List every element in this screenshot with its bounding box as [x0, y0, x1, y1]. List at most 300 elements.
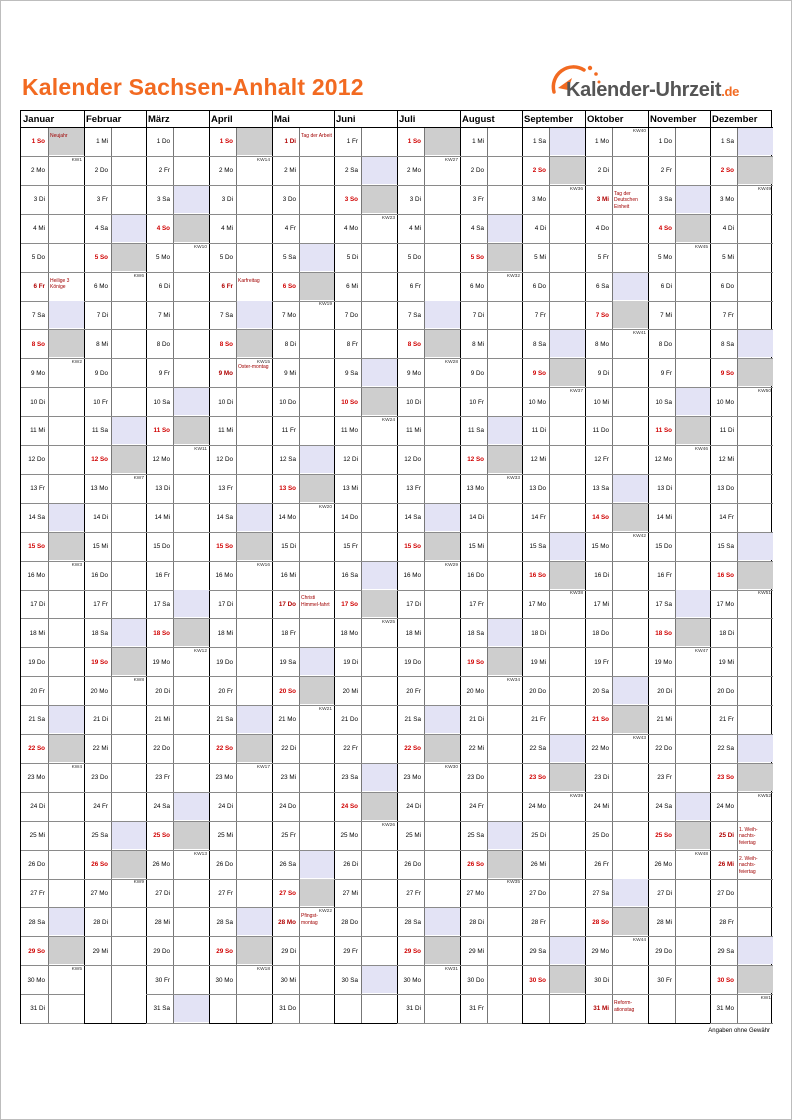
day-cell[interactable] — [84, 908, 146, 937]
day-cell[interactable] — [21, 533, 84, 562]
day-cell[interactable] — [397, 648, 460, 677]
day-cell[interactable] — [146, 879, 209, 908]
day-cell[interactable] — [334, 157, 397, 186]
day-cell[interactable] — [21, 388, 84, 417]
day-cell[interactable] — [460, 157, 522, 186]
day-cell[interactable] — [460, 301, 522, 330]
day-cell[interactable] — [272, 735, 334, 764]
day-cell[interactable] — [209, 764, 272, 793]
day-cell[interactable] — [460, 851, 522, 880]
day-cell[interactable] — [710, 735, 773, 764]
day-cell[interactable] — [397, 388, 460, 417]
day-cell[interactable] — [460, 966, 522, 995]
day-cell[interactable] — [209, 301, 272, 330]
day-cell[interactable] — [334, 128, 397, 157]
day-cell[interactable] — [648, 417, 710, 446]
day-cell[interactable] — [522, 215, 585, 244]
day-cell[interactable] — [334, 417, 397, 446]
day-cell[interactable] — [460, 677, 522, 706]
day-cell[interactable] — [648, 186, 710, 215]
day-cell[interactable] — [710, 475, 773, 504]
day-cell[interactable] — [334, 937, 397, 966]
day-cell[interactable] — [334, 735, 397, 764]
day-cell[interactable] — [648, 157, 710, 186]
day-cell[interactable] — [585, 215, 648, 244]
day-cell[interactable] — [585, 417, 648, 446]
day-cell[interactable] — [146, 301, 209, 330]
day-cell[interactable] — [522, 359, 585, 388]
day-cell[interactable] — [460, 706, 522, 735]
day-cell[interactable] — [460, 879, 522, 908]
day-cell[interactable] — [334, 879, 397, 908]
day-cell[interactable] — [648, 937, 710, 966]
day-cell[interactable] — [21, 590, 84, 619]
day-cell[interactable] — [710, 793, 773, 822]
day-cell[interactable] — [648, 388, 710, 417]
day-cell[interactable] — [272, 908, 334, 937]
day-cell[interactable] — [397, 764, 460, 793]
day-cell[interactable] — [585, 128, 648, 157]
day-cell[interactable] — [209, 735, 272, 764]
day-cell[interactable] — [84, 273, 146, 302]
day-cell[interactable] — [84, 648, 146, 677]
day-cell[interactable] — [585, 504, 648, 533]
day-cell[interactable] — [146, 273, 209, 302]
day-cell[interactable] — [146, 533, 209, 562]
day-cell[interactable] — [522, 504, 585, 533]
day-cell[interactable] — [272, 475, 334, 504]
day-cell[interactable] — [146, 793, 209, 822]
day-cell[interactable] — [397, 735, 460, 764]
day-cell[interactable] — [710, 186, 773, 215]
day-cell[interactable] — [146, 244, 209, 273]
day-cell[interactable] — [146, 937, 209, 966]
day-cell[interactable] — [397, 475, 460, 504]
day-cell[interactable] — [648, 590, 710, 619]
day-cell[interactable] — [21, 822, 84, 851]
day-cell[interactable] — [209, 851, 272, 880]
day-cell[interactable] — [585, 764, 648, 793]
day-cell[interactable] — [460, 822, 522, 851]
day-cell[interactable] — [146, 359, 209, 388]
day-cell[interactable] — [397, 851, 460, 880]
day-cell[interactable] — [397, 533, 460, 562]
day-cell[interactable] — [21, 186, 84, 215]
day-cell[interactable] — [84, 764, 146, 793]
day-cell[interactable] — [84, 417, 146, 446]
day-cell[interactable] — [397, 562, 460, 591]
day-cell[interactable] — [585, 330, 648, 359]
day-cell[interactable] — [460, 735, 522, 764]
day-cell[interactable] — [397, 417, 460, 446]
day-cell[interactable] — [585, 793, 648, 822]
day-cell[interactable] — [522, 677, 585, 706]
day-cell[interactable] — [397, 908, 460, 937]
day-cell[interactable] — [209, 215, 272, 244]
day-cell[interactable] — [209, 648, 272, 677]
day-cell[interactable] — [710, 706, 773, 735]
day-cell[interactable] — [146, 822, 209, 851]
day-cell[interactable] — [397, 301, 460, 330]
day-cell[interactable] — [84, 533, 146, 562]
day-cell[interactable] — [585, 706, 648, 735]
day-cell[interactable] — [209, 677, 272, 706]
day-cell[interactable] — [272, 822, 334, 851]
day-cell[interactable] — [21, 128, 84, 157]
day-cell[interactable] — [648, 301, 710, 330]
day-cell[interactable] — [397, 706, 460, 735]
day-cell[interactable] — [21, 851, 84, 880]
day-cell[interactable] — [84, 157, 146, 186]
day-cell[interactable] — [710, 157, 773, 186]
day-cell[interactable] — [84, 851, 146, 880]
day-cell[interactable] — [710, 504, 773, 533]
day-cell[interactable] — [522, 330, 585, 359]
day-cell[interactable] — [585, 966, 648, 995]
day-cell[interactable] — [84, 475, 146, 504]
day-cell[interactable] — [146, 677, 209, 706]
day-cell[interactable] — [710, 995, 773, 1024]
day-cell[interactable] — [710, 562, 773, 591]
day-cell[interactable] — [209, 590, 272, 619]
day-cell[interactable] — [522, 301, 585, 330]
day-cell[interactable] — [334, 706, 397, 735]
day-cell[interactable] — [585, 273, 648, 302]
day-cell[interactable] — [21, 301, 84, 330]
day-cell[interactable] — [710, 244, 773, 273]
day-cell[interactable] — [397, 937, 460, 966]
day-cell[interactable] — [334, 215, 397, 244]
day-cell[interactable] — [460, 330, 522, 359]
day-cell[interactable] — [272, 764, 334, 793]
day-cell[interactable] — [585, 388, 648, 417]
day-cell[interactable] — [272, 215, 334, 244]
day-cell[interactable] — [84, 619, 146, 648]
day-cell[interactable] — [460, 937, 522, 966]
day-cell[interactable] — [397, 186, 460, 215]
day-cell[interactable] — [648, 533, 710, 562]
day-cell[interactable] — [272, 359, 334, 388]
day-cell[interactable] — [585, 244, 648, 273]
day-cell[interactable] — [397, 966, 460, 995]
day-cell[interactable] — [585, 851, 648, 880]
day-cell[interactable] — [585, 590, 648, 619]
day-cell[interactable] — [460, 446, 522, 475]
day-cell[interactable] — [21, 359, 84, 388]
day-cell[interactable] — [334, 504, 397, 533]
day-cell[interactable] — [146, 186, 209, 215]
day-cell[interactable] — [334, 908, 397, 937]
day-cell[interactable] — [397, 330, 460, 359]
day-cell[interactable] — [522, 879, 585, 908]
day-cell[interactable] — [710, 301, 773, 330]
day-cell[interactable] — [272, 157, 334, 186]
day-cell[interactable] — [209, 475, 272, 504]
day-cell[interactable] — [522, 851, 585, 880]
day-cell[interactable] — [209, 908, 272, 937]
day-cell[interactable] — [21, 793, 84, 822]
day-cell[interactable] — [648, 822, 710, 851]
day-cell[interactable] — [522, 475, 585, 504]
day-cell[interactable] — [84, 330, 146, 359]
day-cell[interactable] — [146, 648, 209, 677]
day-cell[interactable] — [272, 244, 334, 273]
day-cell[interactable] — [522, 244, 585, 273]
day-cell[interactable] — [710, 215, 773, 244]
day-cell[interactable] — [21, 677, 84, 706]
day-cell[interactable] — [460, 475, 522, 504]
day-cell[interactable] — [84, 706, 146, 735]
day-cell[interactable] — [397, 619, 460, 648]
day-cell[interactable] — [397, 822, 460, 851]
day-cell[interactable] — [397, 446, 460, 475]
day-cell[interactable] — [21, 966, 84, 995]
day-cell[interactable] — [648, 244, 710, 273]
day-cell[interactable] — [209, 157, 272, 186]
day-cell[interactable] — [710, 273, 773, 302]
day-cell[interactable] — [334, 966, 397, 995]
day-cell[interactable] — [334, 590, 397, 619]
day-cell[interactable] — [21, 619, 84, 648]
day-cell[interactable] — [146, 764, 209, 793]
day-cell[interactable] — [460, 533, 522, 562]
day-cell[interactable] — [209, 330, 272, 359]
day-cell[interactable] — [397, 995, 460, 1024]
day-cell[interactable] — [522, 590, 585, 619]
day-cell[interactable] — [272, 388, 334, 417]
day-cell[interactable] — [710, 619, 773, 648]
day-cell[interactable] — [648, 764, 710, 793]
day-cell[interactable] — [585, 475, 648, 504]
day-cell[interactable] — [146, 619, 209, 648]
day-cell[interactable] — [21, 995, 84, 1024]
day-cell[interactable] — [710, 851, 773, 880]
day-cell[interactable] — [648, 677, 710, 706]
day-cell[interactable] — [272, 301, 334, 330]
day-cell[interactable] — [272, 879, 334, 908]
day-cell[interactable] — [460, 590, 522, 619]
day-cell[interactable] — [648, 879, 710, 908]
day-cell[interactable] — [334, 648, 397, 677]
day-cell[interactable] — [209, 879, 272, 908]
day-cell[interactable] — [460, 995, 522, 1024]
day-cell[interactable] — [334, 446, 397, 475]
day-cell[interactable] — [272, 995, 334, 1024]
day-cell[interactable] — [84, 186, 146, 215]
day-cell[interactable] — [397, 215, 460, 244]
day-cell[interactable] — [460, 764, 522, 793]
day-cell[interactable] — [84, 590, 146, 619]
day-cell[interactable] — [209, 533, 272, 562]
day-cell[interactable] — [272, 273, 334, 302]
day-cell[interactable] — [334, 822, 397, 851]
day-cell[interactable] — [334, 677, 397, 706]
day-cell[interactable] — [21, 417, 84, 446]
day-cell[interactable] — [21, 648, 84, 677]
day-cell[interactable] — [710, 388, 773, 417]
day-cell[interactable] — [272, 648, 334, 677]
day-cell[interactable] — [84, 677, 146, 706]
day-cell[interactable] — [585, 822, 648, 851]
day-cell[interactable] — [710, 937, 773, 966]
day-cell[interactable] — [21, 244, 84, 273]
day-cell[interactable] — [209, 504, 272, 533]
day-cell[interactable] — [522, 128, 585, 157]
day-cell[interactable] — [397, 677, 460, 706]
day-cell[interactable] — [585, 562, 648, 591]
day-cell[interactable] — [84, 735, 146, 764]
day-cell[interactable] — [710, 446, 773, 475]
day-cell[interactable] — [522, 533, 585, 562]
day-cell[interactable] — [84, 215, 146, 244]
day-cell[interactable] — [21, 908, 84, 937]
day-cell[interactable] — [21, 273, 84, 302]
day-cell[interactable] — [648, 475, 710, 504]
day-cell[interactable] — [21, 879, 84, 908]
day-cell[interactable] — [710, 879, 773, 908]
day-cell[interactable] — [460, 388, 522, 417]
day-cell[interactable] — [272, 186, 334, 215]
day-cell[interactable] — [460, 793, 522, 822]
day-cell[interactable] — [648, 562, 710, 591]
day-cell[interactable] — [648, 504, 710, 533]
day-cell[interactable] — [146, 388, 209, 417]
day-cell[interactable] — [710, 677, 773, 706]
day-cell[interactable] — [460, 359, 522, 388]
day-cell[interactable] — [460, 273, 522, 302]
day-cell[interactable] — [209, 562, 272, 591]
day-cell[interactable] — [272, 851, 334, 880]
day-cell[interactable] — [209, 446, 272, 475]
day-cell[interactable] — [334, 330, 397, 359]
day-cell[interactable] — [522, 446, 585, 475]
day-cell[interactable] — [710, 533, 773, 562]
day-cell[interactable] — [397, 157, 460, 186]
day-cell[interactable] — [522, 417, 585, 446]
day-cell[interactable] — [334, 851, 397, 880]
day-cell[interactable] — [334, 359, 397, 388]
day-cell[interactable] — [272, 446, 334, 475]
day-cell[interactable] — [272, 619, 334, 648]
day-cell[interactable] — [585, 677, 648, 706]
day-cell[interactable] — [272, 504, 334, 533]
day-cell[interactable] — [397, 128, 460, 157]
day-cell[interactable] — [585, 908, 648, 937]
day-cell[interactable] — [84, 562, 146, 591]
day-cell[interactable] — [209, 966, 272, 995]
day-cell[interactable] — [209, 388, 272, 417]
day-cell[interactable] — [334, 301, 397, 330]
day-cell[interactable] — [272, 937, 334, 966]
day-cell[interactable] — [397, 359, 460, 388]
day-cell[interactable] — [84, 128, 146, 157]
day-cell[interactable] — [460, 619, 522, 648]
day-cell[interactable] — [585, 533, 648, 562]
day-cell[interactable] — [146, 562, 209, 591]
day-cell[interactable] — [522, 908, 585, 937]
day-cell[interactable] — [522, 793, 585, 822]
day-cell[interactable] — [460, 417, 522, 446]
day-cell[interactable] — [460, 648, 522, 677]
day-cell[interactable] — [710, 359, 773, 388]
day-cell[interactable] — [710, 417, 773, 446]
logo-text[interactable] — [566, 79, 739, 102]
day-cell[interactable] — [648, 706, 710, 735]
day-cell[interactable] — [21, 157, 84, 186]
day-cell[interactable] — [648, 619, 710, 648]
day-cell[interactable] — [272, 417, 334, 446]
day-cell[interactable] — [585, 359, 648, 388]
day-cell[interactable] — [272, 677, 334, 706]
day-cell[interactable] — [522, 157, 585, 186]
day-cell[interactable] — [585, 186, 648, 215]
day-cell[interactable] — [21, 735, 84, 764]
day-cell[interactable] — [84, 822, 146, 851]
day-cell[interactable] — [209, 273, 272, 302]
day-cell[interactable] — [648, 908, 710, 937]
day-cell[interactable] — [585, 937, 648, 966]
day-cell[interactable] — [522, 562, 585, 591]
day-cell[interactable] — [146, 966, 209, 995]
day-cell[interactable] — [146, 735, 209, 764]
day-cell[interactable] — [84, 244, 146, 273]
day-cell[interactable] — [334, 388, 397, 417]
day-cell[interactable] — [585, 995, 648, 1024]
day-cell[interactable] — [648, 851, 710, 880]
day-cell[interactable] — [648, 446, 710, 475]
day-cell[interactable] — [146, 995, 209, 1024]
day-cell[interactable] — [522, 273, 585, 302]
day-cell[interactable] — [209, 793, 272, 822]
day-cell[interactable] — [460, 504, 522, 533]
day-cell[interactable] — [84, 388, 146, 417]
day-cell[interactable] — [334, 793, 397, 822]
day-cell[interactable] — [648, 648, 710, 677]
day-cell[interactable] — [710, 330, 773, 359]
day-cell[interactable] — [209, 619, 272, 648]
day-cell[interactable] — [209, 186, 272, 215]
day-cell[interactable] — [585, 735, 648, 764]
day-cell[interactable] — [710, 128, 773, 157]
day-cell[interactable] — [21, 215, 84, 244]
day-cell[interactable] — [21, 562, 84, 591]
day-cell[interactable] — [21, 475, 84, 504]
day-cell[interactable] — [334, 273, 397, 302]
day-cell[interactable] — [334, 619, 397, 648]
day-cell[interactable] — [522, 619, 585, 648]
day-cell[interactable] — [21, 764, 84, 793]
day-cell[interactable] — [648, 793, 710, 822]
day-cell[interactable] — [710, 648, 773, 677]
day-cell[interactable] — [397, 879, 460, 908]
day-cell[interactable] — [146, 590, 209, 619]
day-cell[interactable] — [397, 244, 460, 273]
day-cell[interactable] — [84, 793, 146, 822]
day-cell[interactable] — [146, 851, 209, 880]
day-cell[interactable] — [585, 157, 648, 186]
day-cell[interactable] — [272, 793, 334, 822]
day-cell[interactable] — [272, 966, 334, 995]
day-cell[interactable] — [648, 273, 710, 302]
day-cell[interactable] — [334, 764, 397, 793]
day-cell[interactable] — [84, 446, 146, 475]
day-cell[interactable] — [460, 186, 522, 215]
day-cell[interactable] — [397, 504, 460, 533]
day-cell[interactable] — [334, 186, 397, 215]
day-cell[interactable] — [146, 417, 209, 446]
day-cell[interactable] — [397, 590, 460, 619]
day-cell[interactable] — [648, 966, 710, 995]
